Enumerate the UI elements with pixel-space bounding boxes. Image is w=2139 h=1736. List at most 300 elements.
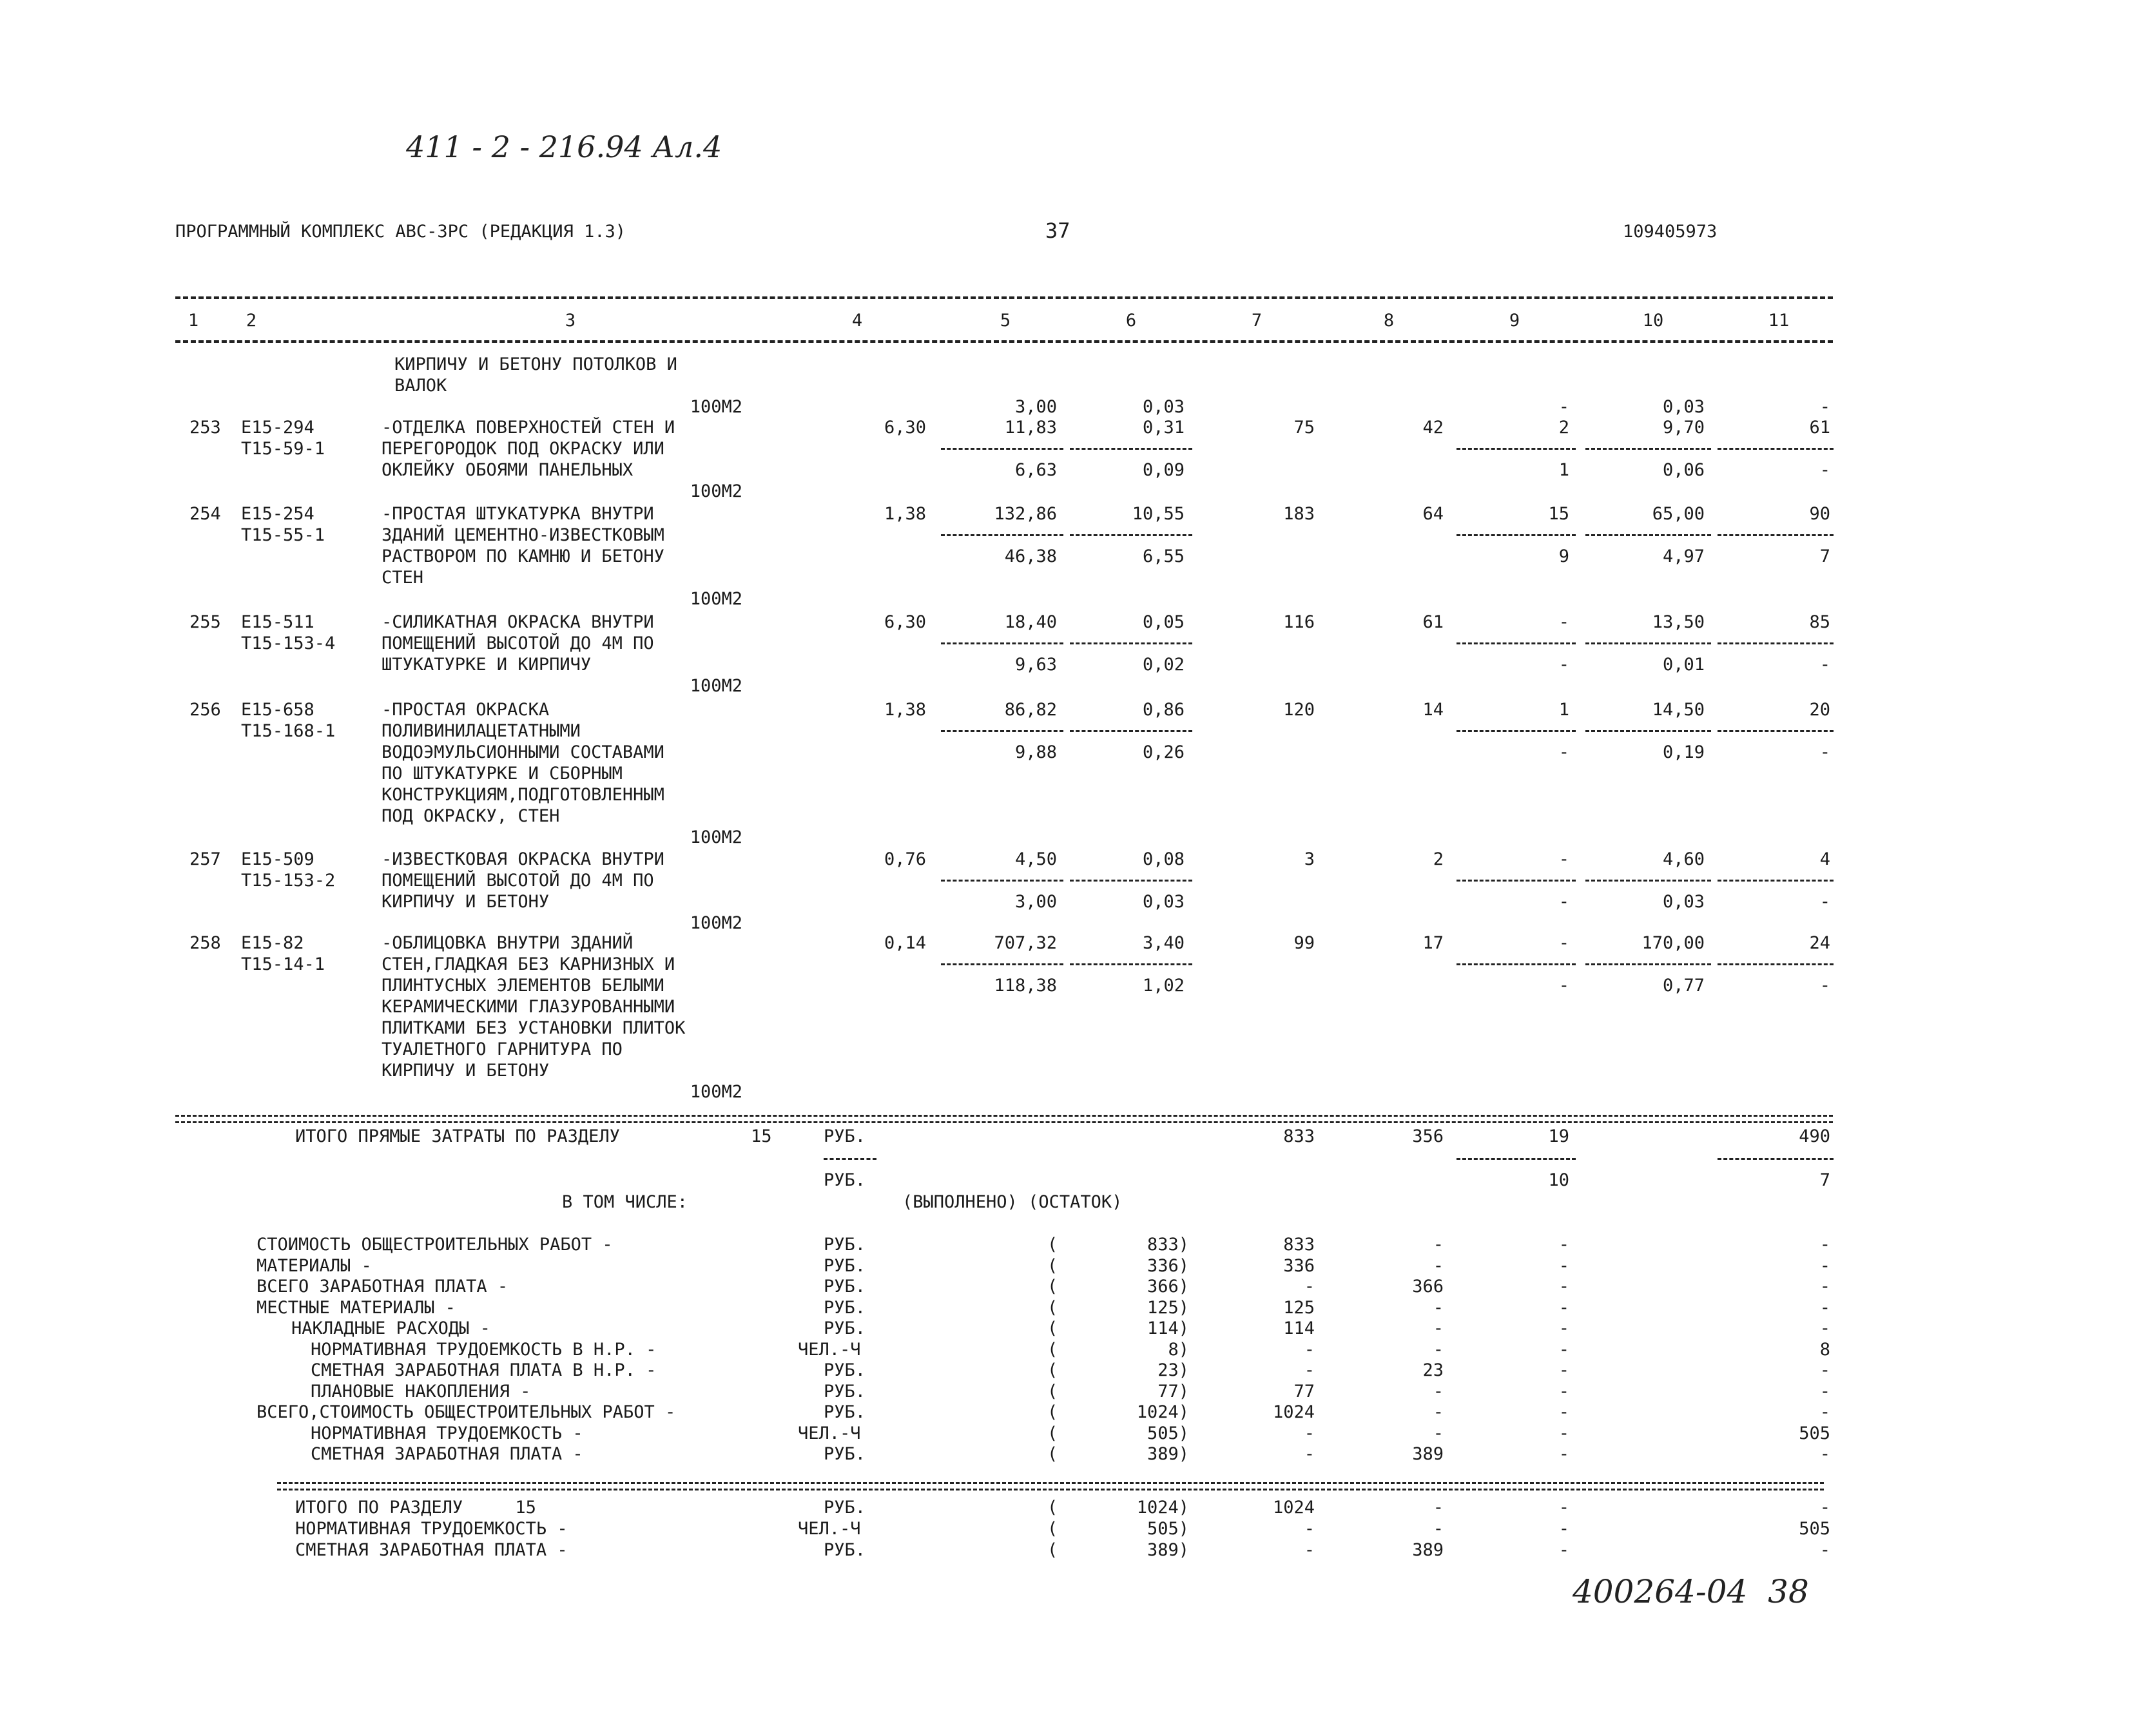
breakdown-label: ВСЕГО,СТОИМОСТЬ ОБЩЕСТРОИТЕЛЬНЫХ РАБОТ - (256, 1402, 676, 1422)
col5-wage-cost: 9,63 (1014, 655, 1057, 675)
unit-of-measure: 100М2 (690, 913, 742, 933)
col5-wage-cost: 3,00 (1014, 397, 1057, 417)
col10-value: 4,60 (1662, 849, 1705, 869)
col5-unit-cost: 86,82 (1004, 700, 1057, 720)
work-description: КИРПИЧУ И БЕТОНУ (382, 1061, 550, 1081)
col7-total: 3 (1304, 849, 1315, 869)
final-col9: - (1558, 1519, 1569, 1539)
breakdown-unit: ЧЕЛ.-Ч (798, 1423, 861, 1443)
col8-total: 17 (1422, 933, 1444, 953)
row-number: 253 (189, 418, 221, 438)
fraction-rule (1457, 448, 1576, 450)
final-col7: - (1304, 1540, 1315, 1560)
column-header-2: 2 (246, 311, 257, 331)
breakdown-col11: - (1819, 1402, 1830, 1422)
breakdown-value: 23) (1157, 1360, 1189, 1380)
work-description: -ИЗВЕСТКОВАЯ ОКРАСКА ВНУТРИ (382, 849, 664, 869)
col10-wage-value: 0,77 (1662, 976, 1705, 996)
col7-total: 120 (1283, 700, 1315, 720)
total-col7: 833 (1283, 1126, 1315, 1146)
work-description: -ОТДЕЛКА ПОВЕРХНОСТЕЙ СТЕН И (382, 418, 675, 438)
fraction-rule (824, 1158, 876, 1160)
breakdown-col11: - (1819, 1235, 1830, 1255)
fraction-rule (1718, 642, 1834, 644)
col11-wage-value: - (1819, 976, 1830, 996)
col7-total: 75 (1293, 418, 1315, 438)
breakdown-col8: 366 (1412, 1277, 1444, 1297)
col4-quantity: 0,76 (884, 849, 926, 869)
fraction-rule (1585, 730, 1711, 732)
col5-wage-cost: 46,38 (1004, 546, 1057, 566)
fraction-rule (1718, 448, 1834, 450)
paren-open: ( (1047, 1444, 1058, 1464)
col8-total: 64 (1422, 504, 1444, 524)
breakdown-value: 336) (1147, 1255, 1189, 1276)
col5-wage-cost: 118,38 (994, 976, 1057, 996)
breakdown-unit: РУБ. (824, 1318, 866, 1338)
final-col11: - (1819, 1540, 1830, 1560)
breakdown-col8: - (1433, 1402, 1444, 1422)
breakdown-col7: 114 (1283, 1318, 1315, 1338)
breakdown-label: ВСЕГО ЗАРАБОТНАЯ ПЛАТА - (256, 1277, 508, 1297)
breakdown-col11: - (1819, 1318, 1830, 1338)
fraction-rule (1457, 1158, 1576, 1160)
unit-of-measure: 100М2 (690, 481, 742, 501)
total-col8: 356 (1412, 1126, 1444, 1146)
breakdown-value: 833) (1147, 1235, 1189, 1255)
col9-wage-value: 1 (1558, 460, 1569, 480)
breakdown-value: 125) (1147, 1297, 1189, 1318)
final-col8: 389 (1412, 1540, 1444, 1560)
breakdown-col11: - (1819, 1444, 1830, 1464)
breakdown-unit: РУБ. (824, 1381, 866, 1402)
fraction-rule (941, 963, 1063, 965)
document-number: 109405973 (1623, 222, 1718, 242)
breakdown-col8: - (1433, 1255, 1444, 1276)
col6-wage-cost: 0,02 (1142, 655, 1185, 675)
done-remain-label: (ВЫПОЛНЕНО) (ОСТАТОК) (902, 1192, 1123, 1212)
norm-code: Т15-14-1 (241, 954, 325, 974)
work-description: ПЕРЕГОРОДОК ПОД ОКРАСКУ ИЛИ (382, 439, 664, 459)
col4-quantity: 1,38 (884, 504, 926, 524)
breakdown-col11: - (1819, 1255, 1830, 1276)
column-header-3: 3 (565, 311, 576, 331)
row-number: 257 (189, 849, 221, 869)
col11-wage-value: - (1819, 892, 1830, 912)
col5-unit-cost: 132,86 (994, 504, 1057, 524)
breakdown-col7: 336 (1283, 1255, 1315, 1276)
final-col11: - (1819, 1498, 1830, 1518)
col9-value: 1 (1558, 700, 1569, 720)
breakdown-unit: РУБ. (824, 1297, 866, 1318)
paren-open: ( (1047, 1297, 1058, 1318)
page-number: 37 (1045, 218, 1070, 243)
work-description: ПОМЕЩЕНИЙ ВЫСОТОЙ ДО 4М ПО (382, 871, 654, 891)
col5-unit-cost: 4,50 (1014, 849, 1057, 869)
fraction-rule (1457, 730, 1576, 732)
col9-wage-value: 9 (1558, 546, 1569, 566)
breakdown-label: НАКЛАДНЫЕ РАСХОДЫ - (291, 1318, 490, 1338)
breakdown-col9: - (1558, 1402, 1569, 1422)
fraction-rule (1718, 730, 1834, 732)
breakdown-col9: - (1558, 1360, 1569, 1380)
norm-code: Т15-55-1 (241, 525, 325, 545)
breakdown-value: 114) (1147, 1318, 1189, 1338)
breakdown-col9: - (1558, 1277, 1569, 1297)
program-title: ПРОГРАММНЫЙ КОМПЛЕКС АВС-3РС (РЕДАКЦИЯ 1.3) (175, 222, 626, 242)
breakdown-col7: 77 (1293, 1381, 1315, 1402)
column-header-10: 10 (1642, 311, 1664, 331)
breakdown-col9: - (1558, 1255, 1569, 1276)
fraction-rule (1585, 963, 1711, 965)
column-header-11: 11 (1768, 311, 1790, 331)
including-label: В ТОМ ЧИСЛЕ: (562, 1192, 688, 1212)
work-description: ПЛИНТУСНЫХ ЭЛЕМЕНТОВ БЕЛЫМИ (382, 976, 664, 996)
column-header-8: 8 (1383, 311, 1395, 331)
table-top-rule (175, 296, 1833, 299)
breakdown-col8: - (1433, 1235, 1444, 1255)
column-header-9: 9 (1509, 311, 1520, 331)
work-description: -ПРОСТАЯ ШТУКАТУРКА ВНУТРИ (382, 504, 654, 524)
breakdown-col7: - (1304, 1360, 1315, 1380)
final-col11: 505 (1799, 1519, 1830, 1539)
handwritten-sheet-code: 411 - 2 - 216.94 Ал.4 (406, 130, 722, 164)
work-description: СТЕН (382, 568, 424, 588)
price-code: Е15-254 (241, 504, 315, 524)
final-unit: РУБ. (824, 1540, 866, 1560)
work-description: КИРПИЧУ И БЕТОНУ ПОТОЛКОВ И (394, 354, 677, 374)
final-value: 1024) (1136, 1498, 1189, 1518)
col10-value: 14,50 (1652, 700, 1705, 720)
final-col7: - (1304, 1519, 1315, 1539)
final-col9: - (1558, 1540, 1569, 1560)
work-description: СТЕН,ГЛАДКАЯ БЕЗ КАРНИЗНЫХ И (382, 954, 675, 974)
column-header-5: 5 (1000, 311, 1011, 331)
breakdown-col8: 389 (1412, 1444, 1444, 1464)
breakdown-col9: - (1558, 1381, 1569, 1402)
col10-value: 13,50 (1652, 612, 1705, 632)
work-description: РАСТВОРОМ ПО КАМНЮ И БЕТОНУ (382, 546, 664, 566)
breakdown-col11: 8 (1819, 1339, 1830, 1360)
col11-value: 24 (1809, 933, 1830, 953)
col11-wage-value: - (1819, 742, 1830, 762)
col4-quantity: 0,14 (884, 933, 926, 953)
fraction-rule (1457, 534, 1576, 536)
fraction-rule (941, 642, 1063, 644)
column-header-7: 7 (1251, 311, 1263, 331)
final-unit: ЧЕЛ.-Ч (798, 1519, 861, 1539)
col10-wage-value: 0,03 (1662, 397, 1705, 417)
breakdown-col7: - (1304, 1277, 1315, 1297)
fraction-rule (941, 880, 1063, 882)
final-label: СМЕТНАЯ ЗАРАБОТНАЯ ПЛАТА - (295, 1540, 568, 1560)
col5-wage-cost: 6,63 (1014, 460, 1057, 480)
breakdown-col11: 505 (1799, 1423, 1830, 1443)
col11-value: 61 (1809, 418, 1830, 438)
unit-of-measure: 100М2 (690, 676, 742, 696)
breakdown-end-rule (277, 1482, 1824, 1490)
fraction-rule (1070, 642, 1192, 644)
paren-open: ( (1047, 1498, 1058, 1518)
work-description: ПОД ОКРАСКУ, СТЕН (382, 806, 560, 826)
col8-total: 14 (1422, 700, 1444, 720)
work-description: КОНСТРУКЦИЯМ,ПОДГОТОВЛЕННЫМ (382, 785, 664, 805)
breakdown-label: СМЕТНАЯ ЗАРАБОТНАЯ ПЛАТА - (311, 1444, 583, 1464)
column-header-6: 6 (1125, 311, 1137, 331)
breakdown-unit: РУБ. (824, 1235, 866, 1255)
norm-code: Т15-153-4 (241, 633, 336, 653)
total-col9-wage: 10 (1548, 1170, 1569, 1190)
fraction-rule (1585, 534, 1711, 536)
fraction-rule (941, 534, 1063, 536)
fraction-rule (1457, 642, 1576, 644)
col9-wage-value: - (1558, 742, 1569, 762)
breakdown-unit: РУБ. (824, 1444, 866, 1464)
breakdown-col9: - (1558, 1235, 1569, 1255)
fraction-rule (1070, 963, 1192, 965)
breakdown-col7: 125 (1283, 1297, 1315, 1318)
work-description: ТУАЛЕТНОГО ГАРНИТУРА ПО (382, 1039, 623, 1059)
final-label: НОРМАТИВНАЯ ТРУДОЕМКОСТЬ - (295, 1519, 568, 1539)
price-code: Е15-82 (241, 933, 304, 953)
breakdown-col7: 833 (1283, 1235, 1315, 1255)
column-header-1: 1 (188, 311, 199, 331)
breakdown-value: 1024) (1136, 1402, 1189, 1422)
work-description: ШТУКАТУРКЕ И КИРПИЧУ (382, 655, 592, 675)
breakdown-col7: - (1304, 1339, 1315, 1360)
col11-value: 85 (1809, 612, 1830, 632)
direct-costs-label: ИТОГО ПРЯМЫЕ ЗАТРАТЫ ПО РАЗДЕЛУ (295, 1126, 620, 1146)
breakdown-label: МЕСТНЫЕ МАТЕРИАЛЫ - (256, 1297, 456, 1318)
paren-open: ( (1047, 1360, 1058, 1380)
breakdown-col7: - (1304, 1423, 1315, 1443)
col11-value: 20 (1809, 700, 1830, 720)
breakdown-label: НОРМАТИВНАЯ ТРУДОЕМКОСТЬ - (311, 1423, 583, 1443)
col11-wage-value: 7 (1819, 546, 1830, 566)
col10-wage-value: 0,19 (1662, 742, 1705, 762)
breakdown-col9: - (1558, 1318, 1569, 1338)
work-description: -ОБЛИЦОВКА ВНУТРИ ЗДАНИЙ (382, 933, 634, 953)
fraction-rule (1718, 534, 1834, 536)
col10-value: 9,70 (1662, 418, 1705, 438)
work-description: КЕРАМИЧЕСКИМИ ГЛАЗУРОВАННЫМИ (382, 997, 675, 1017)
work-description: ПО ШТУКАТУРКЕ И СБОРНЫМ (382, 764, 623, 784)
final-label: ИТОГО ПО РАЗДЕЛУ 15 (295, 1498, 536, 1518)
total-col11-wage: 7 (1819, 1170, 1830, 1190)
work-description: -СИЛИКАТНАЯ ОКРАСКА ВНУТРИ (382, 612, 654, 632)
fraction-rule (1070, 880, 1192, 882)
handwritten-archive-number: 400264-04 38 (1573, 1573, 1809, 1610)
column-header-rule (175, 340, 1833, 343)
col8-total: 61 (1422, 612, 1444, 632)
col11-wage-value: - (1819, 655, 1830, 675)
col6-wage-cost: 0,09 (1142, 460, 1185, 480)
breakdown-unit: ЧЕЛ.-Ч (798, 1339, 861, 1360)
final-col8: - (1433, 1498, 1444, 1518)
paren-open: ( (1047, 1423, 1058, 1443)
col10-wage-value: 0,06 (1662, 460, 1705, 480)
work-description: ВАЛОК (394, 376, 447, 396)
total-unit: РУБ. (824, 1170, 866, 1190)
fraction-rule (1585, 880, 1711, 882)
norm-code: Т15-59-1 (241, 439, 325, 459)
breakdown-value: 366) (1147, 1277, 1189, 1297)
fraction-rule (1070, 730, 1192, 732)
col9-value: - (1558, 612, 1569, 632)
fraction-rule (1070, 534, 1192, 536)
fraction-rule (1070, 448, 1192, 450)
norm-code: Т15-153-2 (241, 871, 336, 891)
breakdown-col7: - (1304, 1444, 1315, 1464)
row-number: 256 (189, 700, 221, 720)
col6-unit-cost: 0,86 (1142, 700, 1185, 720)
work-description: ЗДАНИЙ ЦЕМЕНТНО-ИЗВЕСТКОВЫМ (382, 525, 664, 545)
col5-wage-cost: 9,88 (1014, 742, 1057, 762)
paren-open: ( (1047, 1381, 1058, 1402)
paren-open: ( (1047, 1235, 1058, 1255)
breakdown-col8: - (1433, 1297, 1444, 1318)
col6-wage-cost: 6,55 (1142, 546, 1185, 566)
work-description: -ПРОСТАЯ ОКРАСКА (382, 700, 550, 720)
fraction-rule (1718, 880, 1834, 882)
row-number: 255 (189, 612, 221, 632)
col6-wage-cost: 0,03 (1142, 397, 1185, 417)
unit-of-measure: 100М2 (690, 589, 742, 609)
col7-total: 183 (1283, 504, 1315, 524)
col11-wage-value: - (1819, 460, 1830, 480)
col6-unit-cost: 0,05 (1142, 612, 1185, 632)
breakdown-unit: РУБ. (824, 1402, 866, 1422)
fraction-rule (1585, 448, 1711, 450)
col6-wage-cost: 1,02 (1142, 976, 1185, 996)
breakdown-col8: - (1433, 1318, 1444, 1338)
col6-unit-cost: 3,40 (1142, 933, 1185, 953)
col9-value: - (1558, 933, 1569, 953)
work-description: КИРПИЧУ И БЕТОНУ (382, 892, 550, 912)
col8-total: 2 (1433, 849, 1444, 869)
work-description: ПОЛИВИНИЛАЦЕТАТНЫМИ (382, 721, 581, 741)
work-description: ВОДОЭМУЛЬСИОННЫМИ СОСТАВАМИ (382, 742, 664, 762)
breakdown-col8: - (1433, 1339, 1444, 1360)
col9-wage-value: - (1558, 397, 1569, 417)
col10-value: 65,00 (1652, 504, 1705, 524)
breakdown-value: 389) (1147, 1444, 1189, 1464)
fraction-rule (1585, 642, 1711, 644)
col10-wage-value: 4,97 (1662, 546, 1705, 566)
col11-value: 4 (1819, 849, 1830, 869)
section-number: 15 (751, 1126, 772, 1146)
col5-unit-cost: 707,32 (994, 933, 1057, 953)
final-col9: - (1558, 1498, 1569, 1518)
final-col7: 1024 (1272, 1498, 1315, 1518)
work-description: ПЛИТКАМИ БЕЗ УСТАНОВКИ ПЛИТОК (382, 1018, 686, 1038)
col5-wage-cost: 3,00 (1014, 892, 1057, 912)
paren-open: ( (1047, 1402, 1058, 1422)
col9-value: 15 (1548, 504, 1569, 524)
norm-code: Т15-168-1 (241, 721, 336, 741)
row-number: 258 (189, 933, 221, 953)
breakdown-col9: - (1558, 1444, 1569, 1464)
fraction-rule (1718, 963, 1834, 965)
col5-unit-cost: 11,83 (1004, 418, 1057, 438)
breakdown-col9: - (1558, 1339, 1569, 1360)
paren-open: ( (1047, 1519, 1058, 1539)
col8-total: 42 (1422, 418, 1444, 438)
breakdown-col7: 1024 (1272, 1402, 1315, 1422)
breakdown-value: 8) (1168, 1339, 1189, 1360)
breakdown-label: НОРМАТИВНАЯ ТРУДОЕМКОСТЬ В Н.Р. - (311, 1339, 657, 1360)
final-col8: - (1433, 1519, 1444, 1539)
col9-wage-value: - (1558, 892, 1569, 912)
breakdown-col11: - (1819, 1381, 1830, 1402)
breakdown-label: МАТЕРИАЛЫ - (256, 1255, 372, 1276)
price-code: Е15-658 (241, 700, 315, 720)
breakdown-col11: - (1819, 1297, 1830, 1318)
price-code: Е15-294 (241, 418, 315, 438)
paren-open: ( (1047, 1277, 1058, 1297)
col6-wage-cost: 0,03 (1142, 892, 1185, 912)
work-description: ПОМЕЩЕНИЙ ВЫСОТОЙ ДО 4М ПО (382, 633, 654, 653)
breakdown-unit: РУБ. (824, 1277, 866, 1297)
breakdown-value: 505) (1147, 1423, 1189, 1443)
col7-total: 116 (1283, 612, 1315, 632)
fraction-rule (1457, 880, 1576, 882)
column-header-4: 4 (851, 311, 863, 331)
col10-value: 170,00 (1641, 933, 1705, 953)
col9-value: - (1558, 849, 1569, 869)
breakdown-label: СМЕТНАЯ ЗАРАБОТНАЯ ПЛАТА В Н.Р. - (311, 1360, 657, 1380)
col5-unit-cost: 18,40 (1004, 612, 1057, 632)
col4-quantity: 1,38 (884, 700, 926, 720)
breakdown-col11: - (1819, 1277, 1830, 1297)
fraction-rule (941, 730, 1063, 732)
total-col11: 490 (1799, 1126, 1830, 1146)
section-end-rule (175, 1115, 1833, 1123)
breakdown-col8: - (1433, 1423, 1444, 1443)
fraction-rule (1457, 963, 1576, 965)
breakdown-col9: - (1558, 1297, 1569, 1318)
col11-wage-value: - (1819, 397, 1830, 417)
col6-unit-cost: 0,31 (1142, 418, 1185, 438)
breakdown-unit: РУБ. (824, 1360, 866, 1380)
paren-open: ( (1047, 1318, 1058, 1338)
paren-open: ( (1047, 1540, 1058, 1560)
breakdown-value: 77) (1157, 1381, 1189, 1402)
work-description: ОКЛЕЙКУ ОБОЯМИ ПАНЕЛЬНЫХ (382, 460, 634, 480)
breakdown-col8: - (1433, 1381, 1444, 1402)
col9-wage-value: - (1558, 976, 1569, 996)
row-number: 254 (189, 504, 221, 524)
final-value: 389) (1147, 1540, 1189, 1560)
col11-value: 90 (1809, 504, 1830, 524)
col6-unit-cost: 0,08 (1142, 849, 1185, 869)
breakdown-col8: 23 (1422, 1360, 1444, 1380)
final-value: 505) (1147, 1519, 1189, 1539)
breakdown-col11: - (1819, 1360, 1830, 1380)
col4-quantity: 6,30 (884, 418, 926, 438)
unit-of-measure: 100М2 (690, 1082, 742, 1102)
final-unit: РУБ. (824, 1498, 866, 1518)
col9-value: 2 (1558, 418, 1569, 438)
unit-of-measure: 100М2 (690, 827, 742, 847)
total-col9: 19 (1548, 1126, 1569, 1146)
price-code: Е15-509 (241, 849, 315, 869)
paren-open: ( (1047, 1339, 1058, 1360)
breakdown-col9: - (1558, 1423, 1569, 1443)
breakdown-label: ПЛАНОВЫЕ НАКОПЛЕНИЯ - (311, 1381, 531, 1402)
price-code: Е15-511 (241, 612, 315, 632)
col6-wage-cost: 0,26 (1142, 742, 1185, 762)
